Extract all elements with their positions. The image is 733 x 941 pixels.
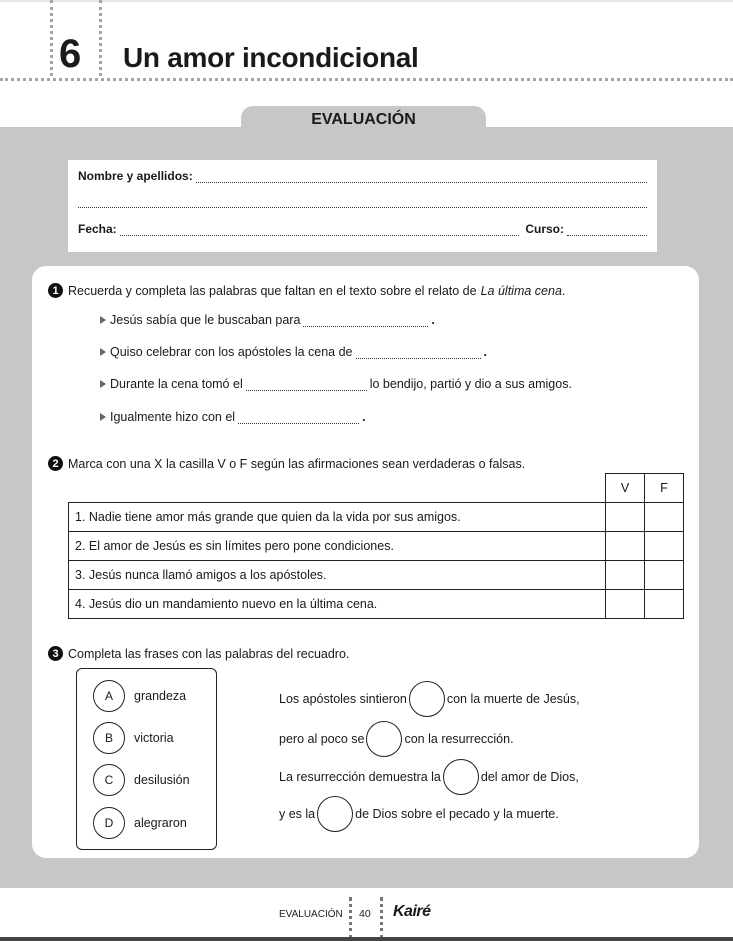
answer-slot-3[interactable] [443, 759, 479, 795]
option-b-word: victoria [134, 731, 174, 745]
q1-item-4-end: . [362, 410, 366, 424]
exercise-card [32, 266, 699, 858]
table-row [69, 590, 684, 619]
option-d-word: alegraron [134, 816, 187, 830]
footer-divider-right [380, 897, 383, 939]
top-rule [0, 0, 733, 2]
question-3-text: Completa las frases con las palabras del recuadro. [68, 646, 350, 661]
sentence-3-end: del amor de Dios, [480, 770, 579, 784]
q1-item-4 [100, 410, 366, 424]
name-line[interactable] [78, 167, 647, 183]
chapter-title: Un amor incondicional [123, 42, 419, 73]
sentence-2-end: con la resurrección. [404, 732, 514, 746]
date-field[interactable] [120, 224, 520, 236]
sentence-2-start: pero al poco se [279, 732, 365, 746]
sentence-1-start: Los apóstoles sintieron [279, 692, 407, 706]
q1-item-1-text: Jesús sabía que le buscaban para [110, 313, 301, 327]
sentence-3-start: La resurrección demuestra la [279, 770, 441, 784]
table-row [69, 561, 684, 590]
header-divider-right [99, 0, 102, 76]
question-1-end: . [561, 283, 566, 298]
q1-item-1-end: . [431, 313, 435, 327]
footer-divider-left [349, 897, 352, 939]
checkbox-f-2[interactable] [645, 532, 684, 561]
q1-item-3-text: Durante la cena tomó el [110, 377, 243, 391]
evaluation-tab: EVALUACIÓN [241, 106, 486, 130]
option-c-word: desilusión [134, 773, 190, 787]
word-bank-box [76, 668, 217, 850]
chapter-number: 6 [59, 32, 82, 76]
q1-item-3-blank[interactable] [246, 380, 367, 391]
checkbox-f-3[interactable] [645, 561, 684, 590]
q1-item-1-blank[interactable] [303, 316, 428, 327]
option-b-letter: B [93, 722, 125, 754]
q1-item-2-end: . [483, 345, 487, 359]
option-c [93, 764, 190, 796]
bullet-triangle-icon [100, 316, 106, 324]
column-f-header: F [645, 474, 684, 503]
answer-slot-2[interactable] [366, 721, 402, 757]
footer-section: EVALUACIÓN [279, 909, 343, 920]
option-b [93, 722, 174, 754]
table-row [69, 503, 684, 532]
question-1-number: 1 [48, 283, 63, 298]
page-number: 40 [359, 908, 371, 920]
header-rule [0, 78, 733, 81]
checkbox-v-2[interactable] [606, 532, 645, 561]
date-label: Fecha: [78, 222, 117, 236]
table-row [69, 532, 684, 561]
question-2-prompt [48, 456, 525, 471]
sentence-4 [279, 796, 559, 832]
course-field[interactable] [567, 224, 647, 236]
q1-item-4-text: Igualmente hizo con el [110, 410, 236, 424]
question-3-number: 3 [48, 646, 63, 661]
table-header-blank [69, 474, 606, 503]
sentence-2 [279, 721, 514, 757]
question-1-prompt [48, 283, 565, 298]
bullet-triangle-icon [100, 348, 106, 356]
question-1-italic: La última cena [480, 283, 562, 298]
bottom-edge [0, 937, 733, 941]
checkbox-v-4[interactable] [606, 590, 645, 619]
option-c-letter: C [93, 764, 125, 796]
name-field-2[interactable] [78, 196, 647, 208]
header-divider-left [50, 0, 53, 76]
checkbox-v-1[interactable] [606, 503, 645, 532]
name-line-continued[interactable] [78, 192, 647, 208]
q1-item-2 [100, 345, 487, 359]
bullet-triangle-icon [100, 380, 106, 388]
checkbox-f-1[interactable] [645, 503, 684, 532]
statement-4: 4. Jesús dio un mandamiento nuevo en la última cena. [69, 590, 606, 619]
q1-item-2-text: Quiso celebrar con los apóstoles la cena de [110, 345, 353, 359]
option-d-letter: D [93, 807, 125, 839]
answer-slot-4[interactable] [317, 796, 353, 832]
name-field[interactable] [196, 171, 647, 183]
publisher-logo: Kairé [393, 903, 431, 920]
q1-item-2-blank[interactable] [356, 348, 481, 359]
sentence-3 [279, 759, 579, 795]
student-info-box [68, 160, 657, 252]
option-a-letter: A [93, 680, 125, 712]
statement-1: 1. Nadie tiene amor más grande que quien da la vida por sus amigos. [69, 503, 606, 532]
q1-item-4-blank[interactable] [238, 413, 359, 424]
question-1-text: Recuerda y completa las palabras que faltan en el texto sobre el relato de [68, 283, 477, 298]
bullet-triangle-icon [100, 413, 106, 421]
question-2-text: Marca con una X la casilla V o F según las afirmaciones sean verdaderas o falsas. [68, 456, 526, 471]
question-3-prompt [48, 646, 349, 661]
q1-item-3 [100, 377, 572, 391]
checkbox-f-4[interactable] [645, 590, 684, 619]
date-course-line [78, 220, 647, 236]
table-header-row [69, 474, 684, 503]
page-footer [0, 895, 733, 935]
statement-3: 3. Jesús nunca llamó amigos a los apóstoles. [69, 561, 606, 590]
statement-2: 2. El amor de Jesús es sin límites pero pone condiciones. [69, 532, 606, 561]
q1-item-3-end: lo bendijo, partió y dio a sus amigos. [369, 377, 572, 391]
q1-item-1 [100, 313, 435, 327]
true-false-table [68, 473, 684, 619]
sentence-1-end: con la muerte de Jesús, [446, 692, 580, 706]
sentence-4-start: y es la [279, 807, 316, 821]
checkbox-v-3[interactable] [606, 561, 645, 590]
question-2-number: 2 [48, 456, 63, 471]
answer-slot-1[interactable] [409, 681, 445, 717]
option-a-word: grandeza [134, 689, 187, 703]
column-v-header: V [606, 474, 645, 503]
option-a [93, 680, 186, 712]
name-label: Nombre y apellidos: [78, 169, 193, 183]
option-d [93, 807, 187, 839]
sentence-1 [279, 681, 580, 717]
sentence-4-end: de Dios sobre el pecado y la muerte. [355, 807, 559, 821]
course-label: Curso: [525, 222, 564, 236]
